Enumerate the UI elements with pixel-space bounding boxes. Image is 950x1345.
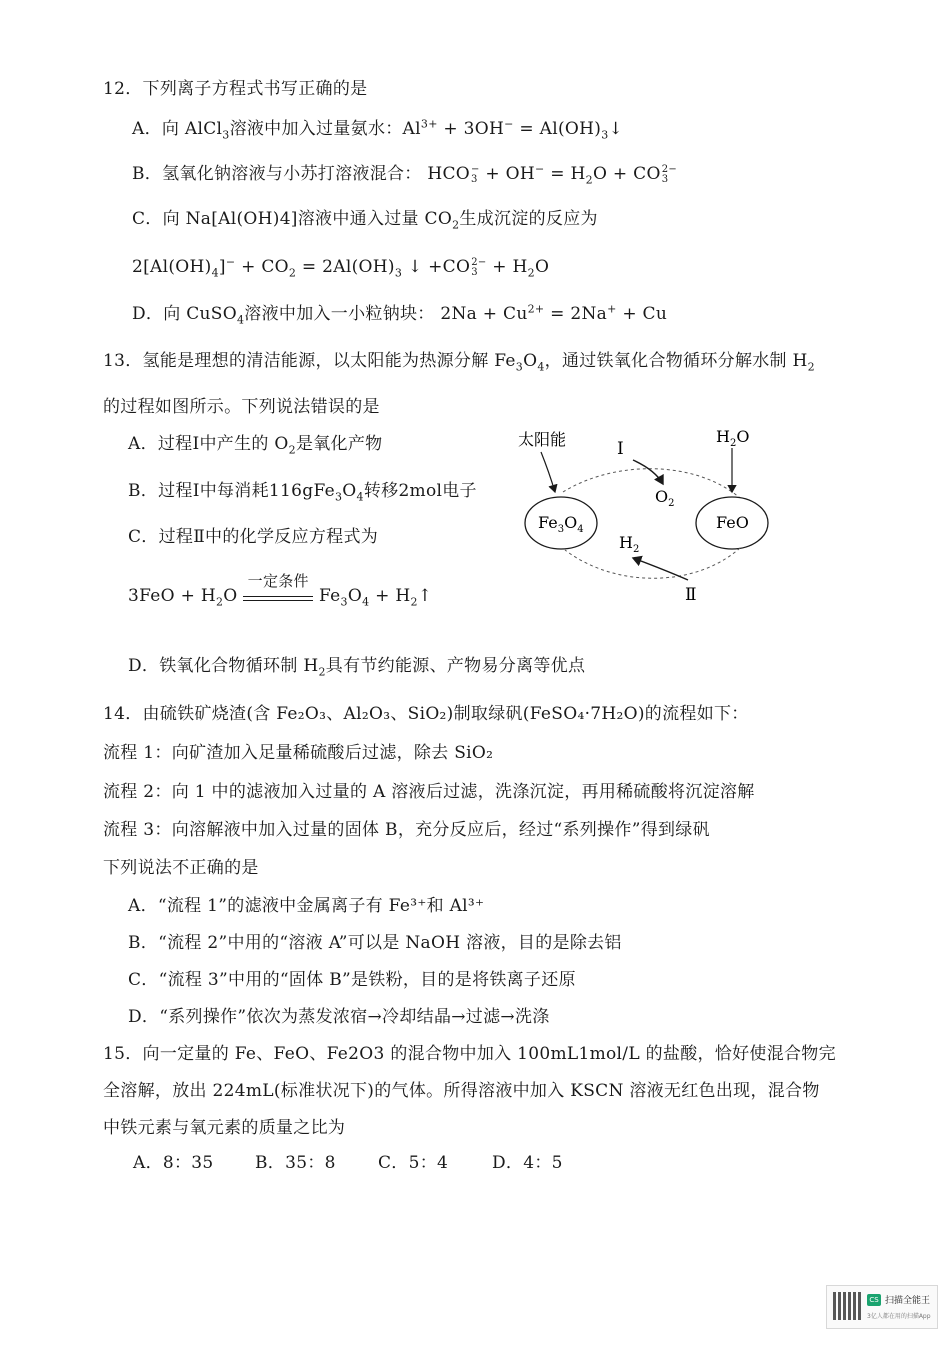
q12-stem: 12．下列离子方程式书写正确的是 <box>103 79 368 99</box>
q15-stem-line2: 全溶解，放出 224mL(标准状况下)的气体。所得溶液中加入 KSCN 溶液无红色出现，混合物 <box>103 1081 820 1101</box>
sun-arrow <box>541 452 555 492</box>
camscanner-logo-icon: CS <box>867 1294 881 1306</box>
q12-option-a: A．向 AlCl$_3$溶液中加入过量氨水：$Al^{3+} + 3OH^-$ = $Al(OH)_3↓$ <box>132 117 624 142</box>
h2o-label: $H_2O$ <box>716 427 750 449</box>
q12-option-c-equation: $2[Al(OH)_4]^- + CO_2 = 2Al(OH)_3$ ↓ +CO 2− 3 + $H_2O$ <box>132 255 550 280</box>
iron-oxide-cycle-diagram <box>505 420 795 610</box>
sun-energy-label: 太阳能 <box>518 430 567 449</box>
q13-option-c-equation: $3FeO + H_2O$ 一定条件 $Fe_3O_4$ + $H_2↑$ <box>128 572 433 609</box>
h2-arrow <box>633 558 688 580</box>
q12-option-c: C．向 Na[Al(OH)4]溶液中通入过量 $CO_2$生成沉淀的反应为 <box>132 209 598 232</box>
q13-option-d: D．铁氧化合物循环制 $H_2$具有节约能源、产物易分离等优点 <box>128 656 586 679</box>
q15-option-d: D．4：5 <box>492 1153 563 1173</box>
q14-process-2: 流程 2：向 1 中的滤液加入过量的 A 溶液后过滤，洗涤沉淀，再用稀硫酸将沉淀溶解 <box>103 782 755 802</box>
watermark-title: 扫描全能王 <box>885 1296 931 1306</box>
q15-stem-line3: 中铁元素与氧元素的质量之比为 <box>103 1118 346 1138</box>
q14-process-1: 流程 1：向矿渣加入足量稀硫酸后过滤，除去 SiO₂ <box>103 743 494 763</box>
q12-option-b: B．氢氧化钠溶液与小苏打溶液混合： HCO − 3 + $OH^- = H_2O$ + CO 2− 3 <box>132 162 678 187</box>
q13-option-b: B．过程Ⅰ中每消耗$116gFe_3O_4$转移2mol电子 <box>128 481 477 504</box>
q12-option-d: D．向 CuSO$_4$溶液中加入一小粒钠块： $2Na + Cu^{2+} = 2Na^+ + Cu$ <box>132 302 668 327</box>
step-1-label: Ⅰ <box>617 439 624 459</box>
q14-option-c: C．“流程 3”中用的“固体 B”是铁粉，目的是将铁离子还原 <box>128 970 576 990</box>
q14-option-a: A．“流程 1”的滤液中金属离子有 Fe³⁺和 Al³⁺ <box>128 896 485 916</box>
q13-option-c: C．过程Ⅱ中的化学反应方程式为 <box>128 527 379 547</box>
feo-label: FeO <box>716 513 749 532</box>
qr-code-icon <box>833 1292 861 1320</box>
dashed-path-bottom <box>565 548 740 578</box>
q14-stem: 14．由硫铁矿烧渣(含 Fe₂O₃、Al₂O₃、SiO₂)制取绿矾(FeSO₄·7H₂O)的流程如下： <box>103 704 749 724</box>
condition-equals-sign: 一定条件 <box>243 586 313 601</box>
q14-process-3: 流程 3：向溶解液中加入过量的固体 B，充分反应后，经过“系列操作”得到绿矾 <box>103 820 710 840</box>
step-2-label: Ⅱ <box>685 585 697 605</box>
q14-question: 下列说法不正确的是 <box>103 858 259 878</box>
scanner-watermark <box>826 1285 938 1329</box>
q15-stem-line1: 15．向一定量的 Fe、FeO、Fe2O3 的混合物中加入 100mL1mol/L 的盐酸，恰好使混合物完 <box>103 1044 836 1064</box>
q13-stem-line2: 的过程如图所示。下列说法错误的是 <box>103 397 380 417</box>
q13-stem-line1: 13．氢能是理想的清洁能源，以太阳能为热源分解 $Fe_3O_4$，通过铁氧化合物循环分解水制 $H_2$ <box>103 351 815 374</box>
q13-option-a: A．过程Ⅰ中产生的 $O_2$是氧化产物 <box>128 434 383 457</box>
q14-option-d: D．“系列操作”依次为蒸发浓宿→冷却结晶→过滤→洗涤 <box>128 1007 550 1027</box>
q15-option-c: C．5：4 <box>378 1153 449 1173</box>
h2-label: $H_2$ <box>619 533 640 555</box>
q15-option-a: A．8：35 <box>133 1153 214 1173</box>
o2-arrow <box>633 460 663 484</box>
watermark-subtitle: 3亿人都在用的扫描App <box>867 1313 931 1320</box>
fe3o4-node <box>525 497 597 549</box>
dashed-path-top <box>563 469 740 498</box>
q15-option-b: B．35：8 <box>255 1153 336 1173</box>
o2-label: $O_2$ <box>655 487 675 509</box>
fe3o4-label: $Fe_3O_4$ <box>538 513 584 535</box>
q14-option-b: B．“流程 2”中用的“溶液 A”可以是 NaOH 溶液，目的是除去铝 <box>128 933 622 953</box>
